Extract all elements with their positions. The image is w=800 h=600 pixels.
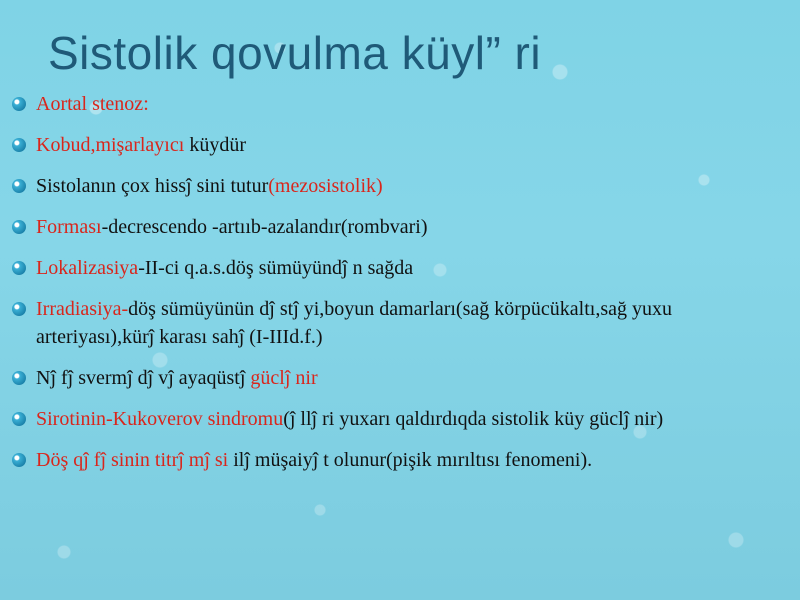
bullet-list xyxy=(10,90,795,487)
bullet-dot-icon xyxy=(12,371,26,385)
bullet-item xyxy=(10,405,795,433)
bullet-item xyxy=(10,131,795,159)
bullet-text: ilĵ müşaiyĵ t olunur(pişik mırıltısı fenomeni). xyxy=(228,449,593,471)
bullet-text: küydür xyxy=(184,134,246,156)
bullet-item xyxy=(10,172,795,200)
bullet-text: Döş qĵ fĵ sinin titrĵ mĵ si xyxy=(36,449,229,471)
bullet-dot-icon xyxy=(12,302,26,316)
bullet-item xyxy=(10,446,795,474)
bullet-text: Sirotinin-Kukoverov sindromu xyxy=(36,408,284,430)
bullet-text: döş sümüyünün dĵ stĵ yi,boyun damarları(sağ körpücükaltı,sağ yuxu arteriyası),kürĵ karası sahĵ (I-IIId.f.) xyxy=(36,298,672,348)
bullet-text: Kobud,mişarlayıcı xyxy=(36,134,185,156)
bullet-text: Sistolanın çox hissĵ sini tutur xyxy=(36,175,269,197)
bullet-item xyxy=(10,254,795,282)
bullet-text: Forması xyxy=(36,216,102,238)
slide-title: Sistolik qovulma küyl” ri xyxy=(48,27,542,79)
bullet-dot-icon xyxy=(12,261,26,275)
bullet-item xyxy=(10,295,795,351)
bullet-dot-icon xyxy=(12,220,26,234)
bullet-dot-icon xyxy=(12,179,26,193)
bullet-text: (mezosistolik) xyxy=(268,175,383,197)
bullet-dot-icon xyxy=(12,97,26,111)
bullet-item xyxy=(10,213,795,241)
bullet-text: Aortal stenoz: xyxy=(36,93,149,115)
bullet-text: (ĵ llĵ ri yuxarı qaldırdıqda sistolik küy güclĵ nir) xyxy=(283,408,664,430)
bullet-text: Nĵ fĵ svermĵ dĵ vĵ ayaqüstĵ xyxy=(36,367,251,389)
bullet-item xyxy=(10,90,795,118)
bullet-item xyxy=(10,364,795,392)
bullet-text: -decrescendo -artııb-azalandır(rombvari) xyxy=(101,216,428,238)
bullet-dot-icon xyxy=(12,453,26,467)
bullet-text: -II-ci q.a.s.döş sümüyündĵ n sağda xyxy=(138,257,414,279)
bullet-text: güclĵ nir xyxy=(250,367,318,389)
bullet-text: Lokalizasiya xyxy=(36,257,139,279)
bullet-text: Irradiasiya- xyxy=(36,298,129,320)
bullet-dot-icon xyxy=(12,138,26,152)
bullet-dot-icon xyxy=(12,412,26,426)
